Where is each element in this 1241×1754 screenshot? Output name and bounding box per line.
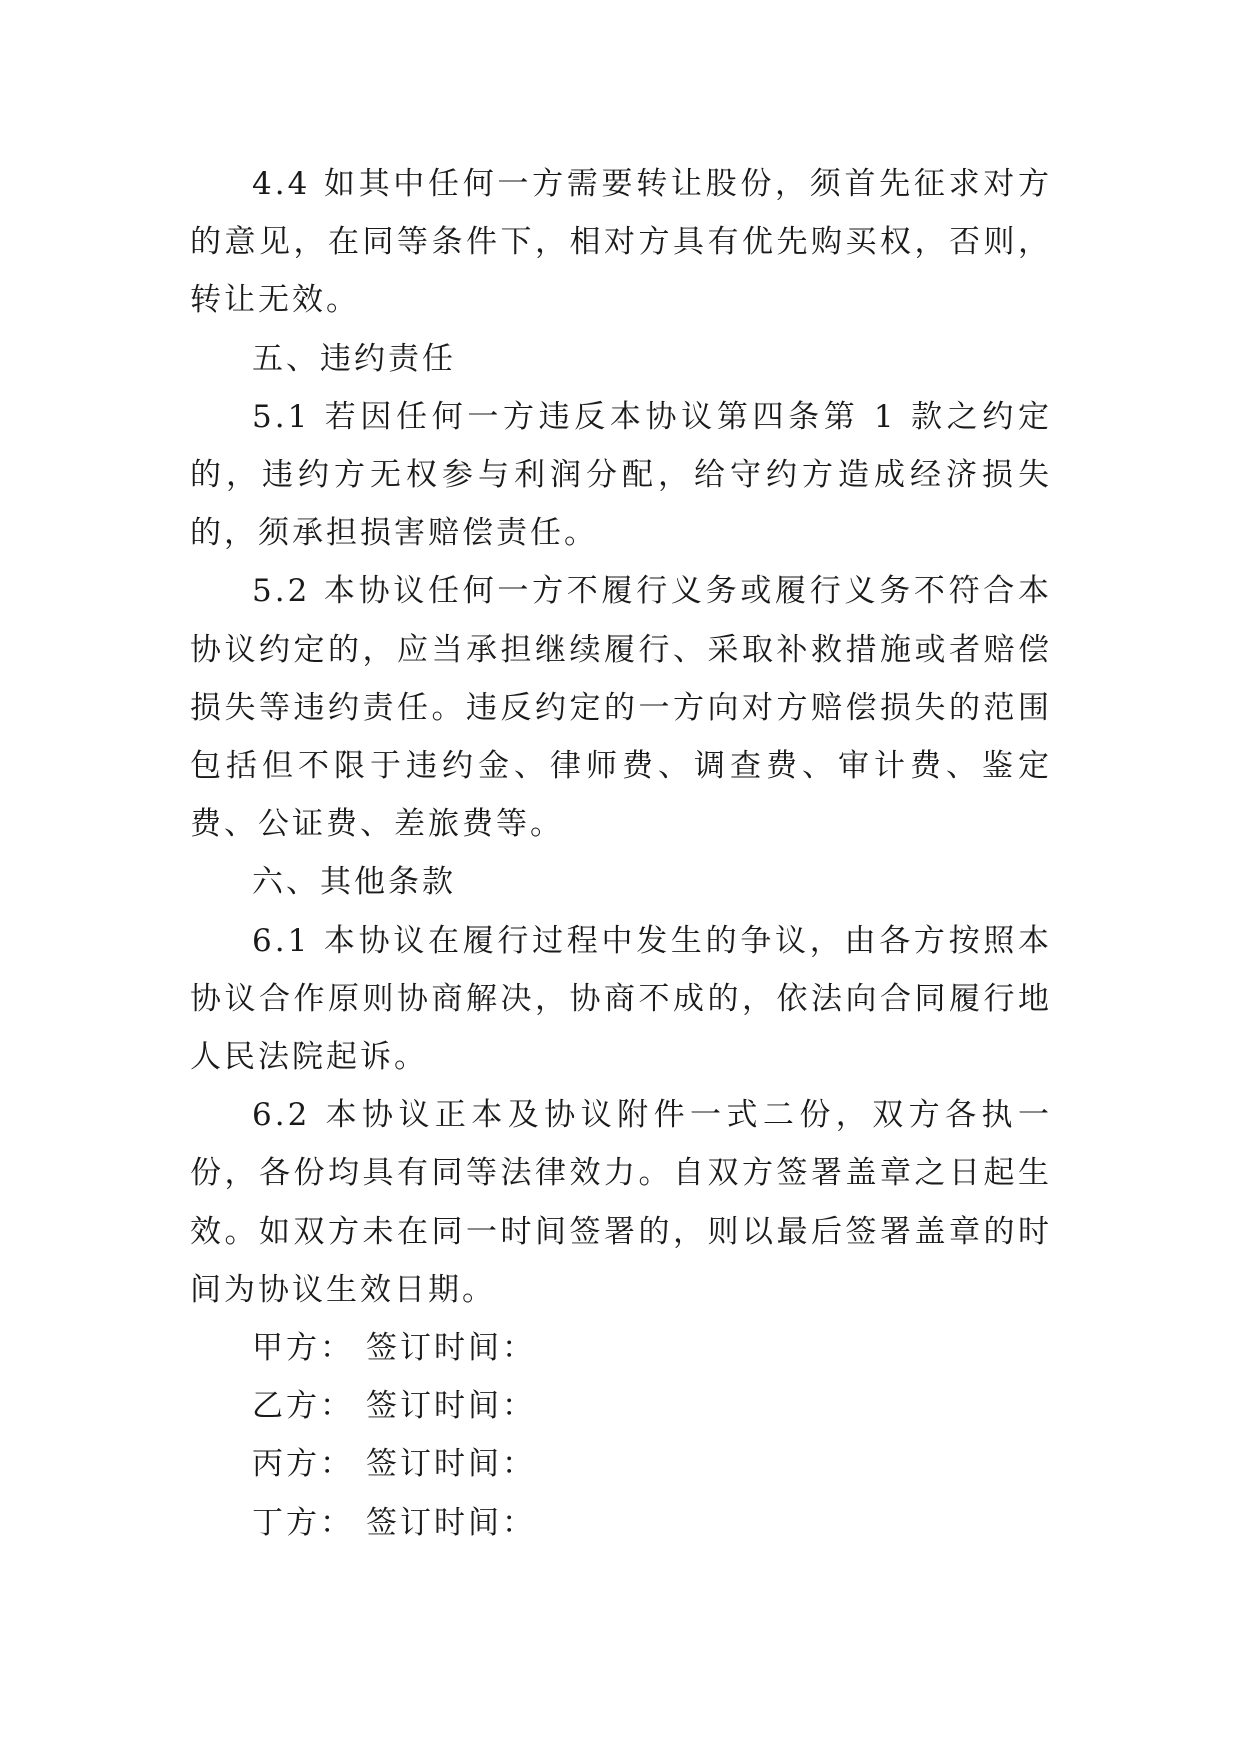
signing-date-label: 签订时间： <box>366 1388 536 1425</box>
party-label: 丁方： <box>252 1504 354 1541</box>
party-label: 甲方： <box>252 1330 354 1367</box>
signing-date-label: 签订时间： <box>366 1330 536 1367</box>
clause-6-2: 6.2 本协议正本及协议附件一式二份，双方各执一份，各份均具有同等法律效力。自双方签署盖章之日起生效。如双方未在同一时间签署的，则以最后签署盖章的时间为协议生效日期。 <box>190 1097 1052 1308</box>
signature-line-party-d <box>190 1494 1052 1552</box>
signing-date-label: 签订时间： <box>366 1504 536 1541</box>
clause-5-1: 5.1 若因任何一方违反本协议第四条第 1 款之约定的，违约方无权参与利润分配，给守约方造成经济损失的，须承担损害赔偿责任。 <box>190 398 1052 552</box>
clause-4-4: 4.4 如其中任何一方需要转让股份，须首先征求对方的意见，在同等条件下，相对方具有优先购买权，否则，转让无效。 <box>190 166 1052 319</box>
clause-5-2: 5.2 本协议任何一方不履行义务或履行义务不符合本协议约定的，应当承担继续履行、采取补救措施或者赔偿损失等违约责任。违反约定的一方向对方赔偿损失的范围包括但不限于违约金、律师费、调查费、审计费、鉴定费、公证费、差旅费等。 <box>190 573 1052 843</box>
party-label: 乙方： <box>252 1388 354 1425</box>
section-heading-other: 六、其他条款 <box>252 864 456 901</box>
signing-date-label: 签订时间： <box>366 1446 536 1483</box>
signature-line-party-b <box>190 1377 1052 1435</box>
document-body <box>190 155 1052 1552</box>
party-label: 丙方： <box>252 1446 354 1483</box>
signature-line-party-c <box>190 1435 1052 1493</box>
signature-line-party-a <box>190 1319 1052 1377</box>
clause-6-1: 6.1 本协议在履行过程中发生的争议，由各方按照本协议合作原则协商解决，协商不成的，依法向合同履行地人民法院起诉。 <box>190 922 1052 1076</box>
section-heading-breach: 五、违约责任 <box>252 340 456 377</box>
